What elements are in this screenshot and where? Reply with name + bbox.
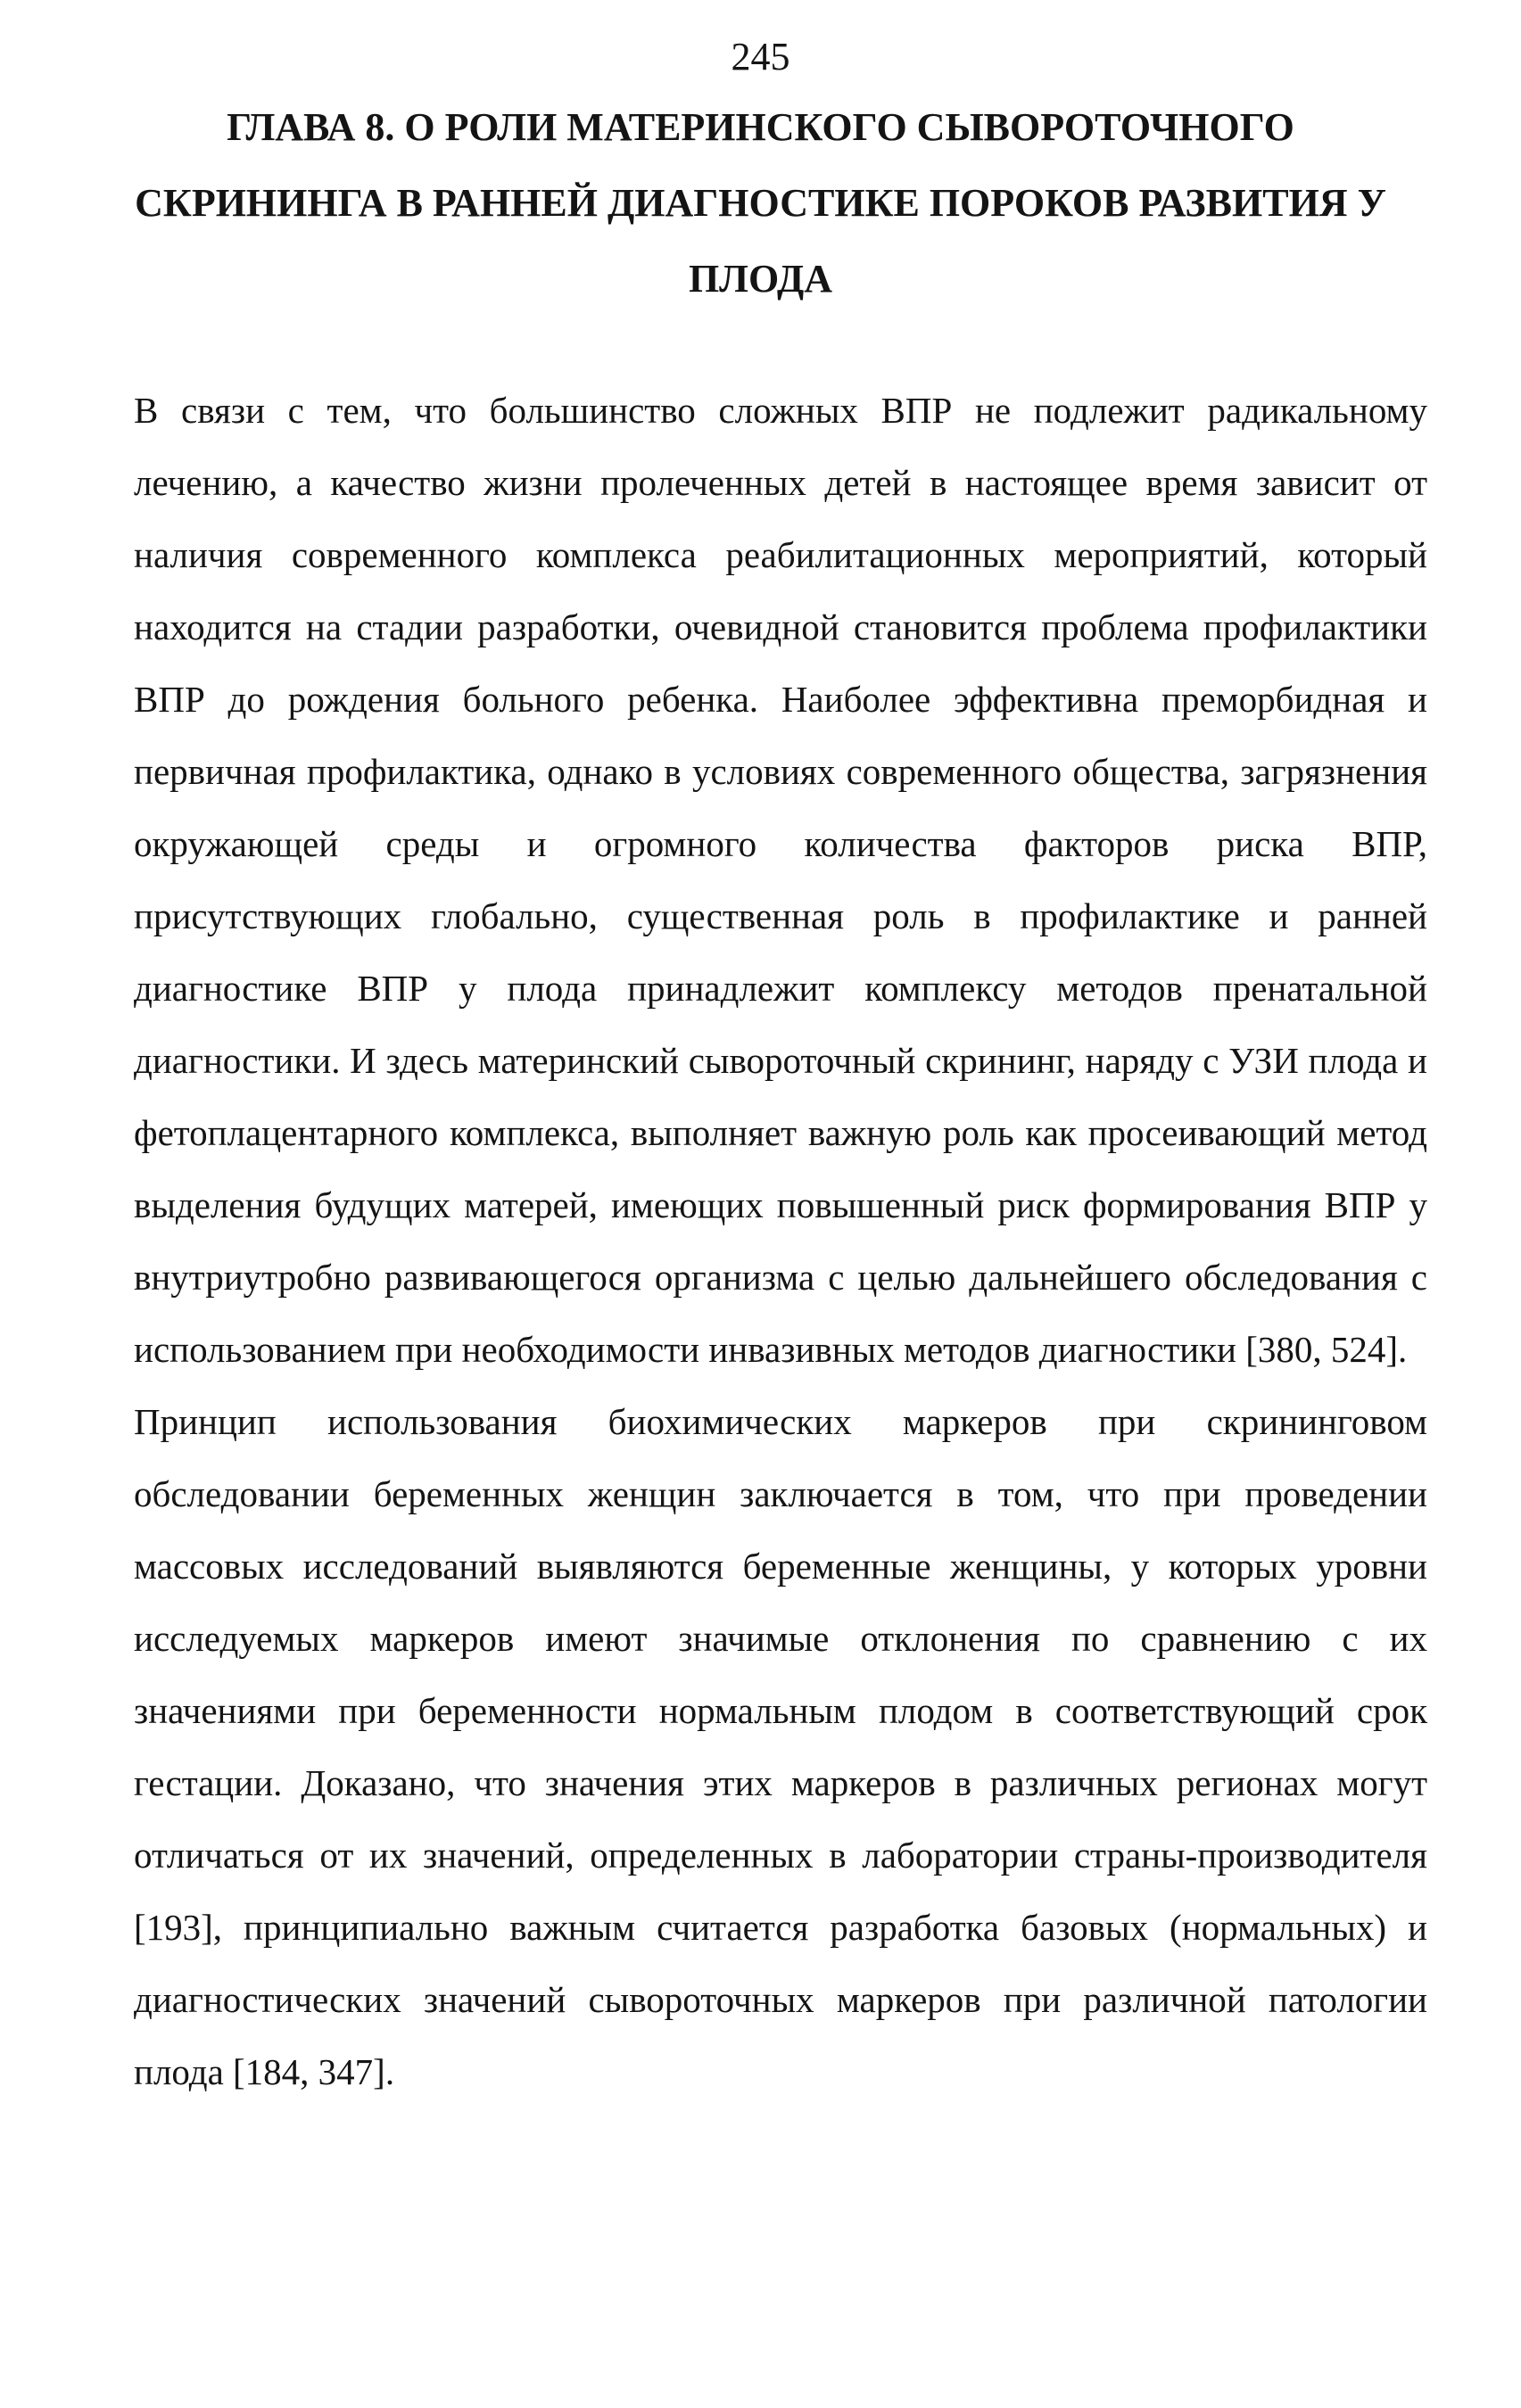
paragraph-1: В связи с тем, что большинство сложных ВПР не подлежит радикальному лечению, а качество жизни пролеченных детей в настоящее время зависит от наличия современного комплекса реабилитационных мероприятий, который находится на стадии разработки, очевидной становится проблема профилактики ВПР до рождения больного ребенка. Наиболее эффективна преморбидная и первичная профилактика, однако в условиях современного общества, загрязнения окружающей среды и огромного количества факторов риска ВПР, присутствующих глобально, существенная роль в профилактике и ранней диагностике ВПР у плода принадлежит комплексу методов пренатальной диагностики. И здесь материнский сывороточный скрининг, наряду с УЗИ плода и фетоплацентарного комплекса, выполняет важную роль как просеивающий метод выделения будущих матерей, имеющих повышенный риск формирования ВПР у внутриутробно развивающегося организма с целью дальнейшего обследования с использованием при необходимости инвазивных методов диагностики [380, 524]. bbox=[134, 390, 1427, 1370]
body-text bbox=[134, 375, 1427, 2108]
paragraph-2: Принцип использования биохимических маркеров при скрининговом обследовании беременных женщин заключается в том, что при проведении массовых исследований выявляются беременные женщины, у которых уровни исследуемых маркеров имеют значимые отклонения по сравнению с их значениями при беременности нормальным плодом в соответствующий срок гестации. Доказано, что значения этих маркеров в различных регионах могут отличаться от их значений, определенных в лаборатории страны-производителя [193], принципиально важным считается разработка базовых (нормальных) и диагностических значений сывороточных маркеров при различной патологии плода [184, 347]. bbox=[134, 1401, 1427, 2092]
chapter-title: ГЛАВА 8. О РОЛИ МАТЕРИНСКОГО СЫВОРОТОЧНОГО СКРИНИНГА В РАННЕЙ ДИАГНОСТИКЕ ПОРОКОВ РАЗВИТИЯ У ПЛОДА bbox=[135, 105, 1386, 301]
page-number: 245 bbox=[731, 35, 790, 78]
